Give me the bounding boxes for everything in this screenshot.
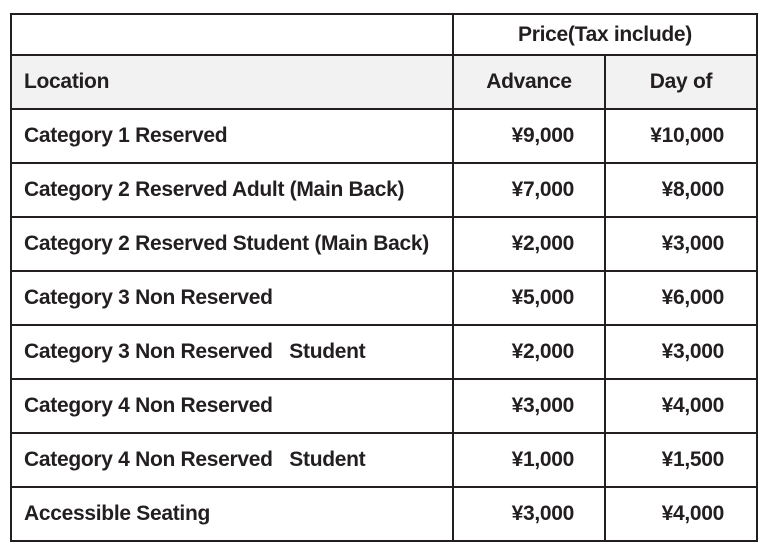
location-cell: Category 1 Reserved (11, 109, 453, 163)
day-of-price-cell: ¥8,000 (605, 163, 757, 217)
advance-price-cell: ¥9,000 (453, 109, 605, 163)
day-of-price-cell: ¥1,500 (605, 433, 757, 487)
table-row (11, 433, 757, 487)
day-of-price-cell: ¥4,000 (605, 487, 757, 541)
advance-header: Advance (453, 55, 605, 109)
table-row (11, 487, 757, 541)
location-cell: Category 2 Reserved Adult (Main Back) (11, 163, 453, 217)
day-of-price-cell: ¥3,000 (605, 217, 757, 271)
table-row (11, 379, 757, 433)
location-header: Location (11, 55, 453, 109)
day-of-price-cell: ¥3,000 (605, 325, 757, 379)
day-of-header: Day of (605, 55, 757, 109)
advance-price-cell: ¥2,000 (453, 325, 605, 379)
price-header: Price(Tax include) (453, 14, 757, 55)
advance-price-cell: ¥1,000 (453, 433, 605, 487)
advance-price-cell: ¥5,000 (453, 271, 605, 325)
column-header-row (11, 55, 757, 109)
price-table (10, 13, 758, 542)
location-cell: Accessible Seating (11, 487, 453, 541)
advance-price-cell: ¥2,000 (453, 217, 605, 271)
table-row (11, 271, 757, 325)
location-cell: Category 3 Non Reserved (11, 271, 453, 325)
table-row (11, 109, 757, 163)
day-of-price-cell: ¥6,000 (605, 271, 757, 325)
table-row (11, 325, 757, 379)
table-row (11, 217, 757, 271)
location-cell: Category 4 Non Reserved (11, 379, 453, 433)
advance-price-cell: ¥3,000 (453, 487, 605, 541)
location-cell: Category 4 Non Reserved Student (11, 433, 453, 487)
table-row (11, 163, 757, 217)
location-cell: Category 3 Non Reserved Student (11, 325, 453, 379)
advance-price-cell: ¥7,000 (453, 163, 605, 217)
day-of-price-cell: ¥10,000 (605, 109, 757, 163)
advance-price-cell: ¥3,000 (453, 379, 605, 433)
blank-header-cell (11, 14, 453, 55)
location-cell: Category 2 Reserved Student (Main Back) (11, 217, 453, 271)
price-header-row (11, 14, 757, 55)
day-of-price-cell: ¥4,000 (605, 379, 757, 433)
